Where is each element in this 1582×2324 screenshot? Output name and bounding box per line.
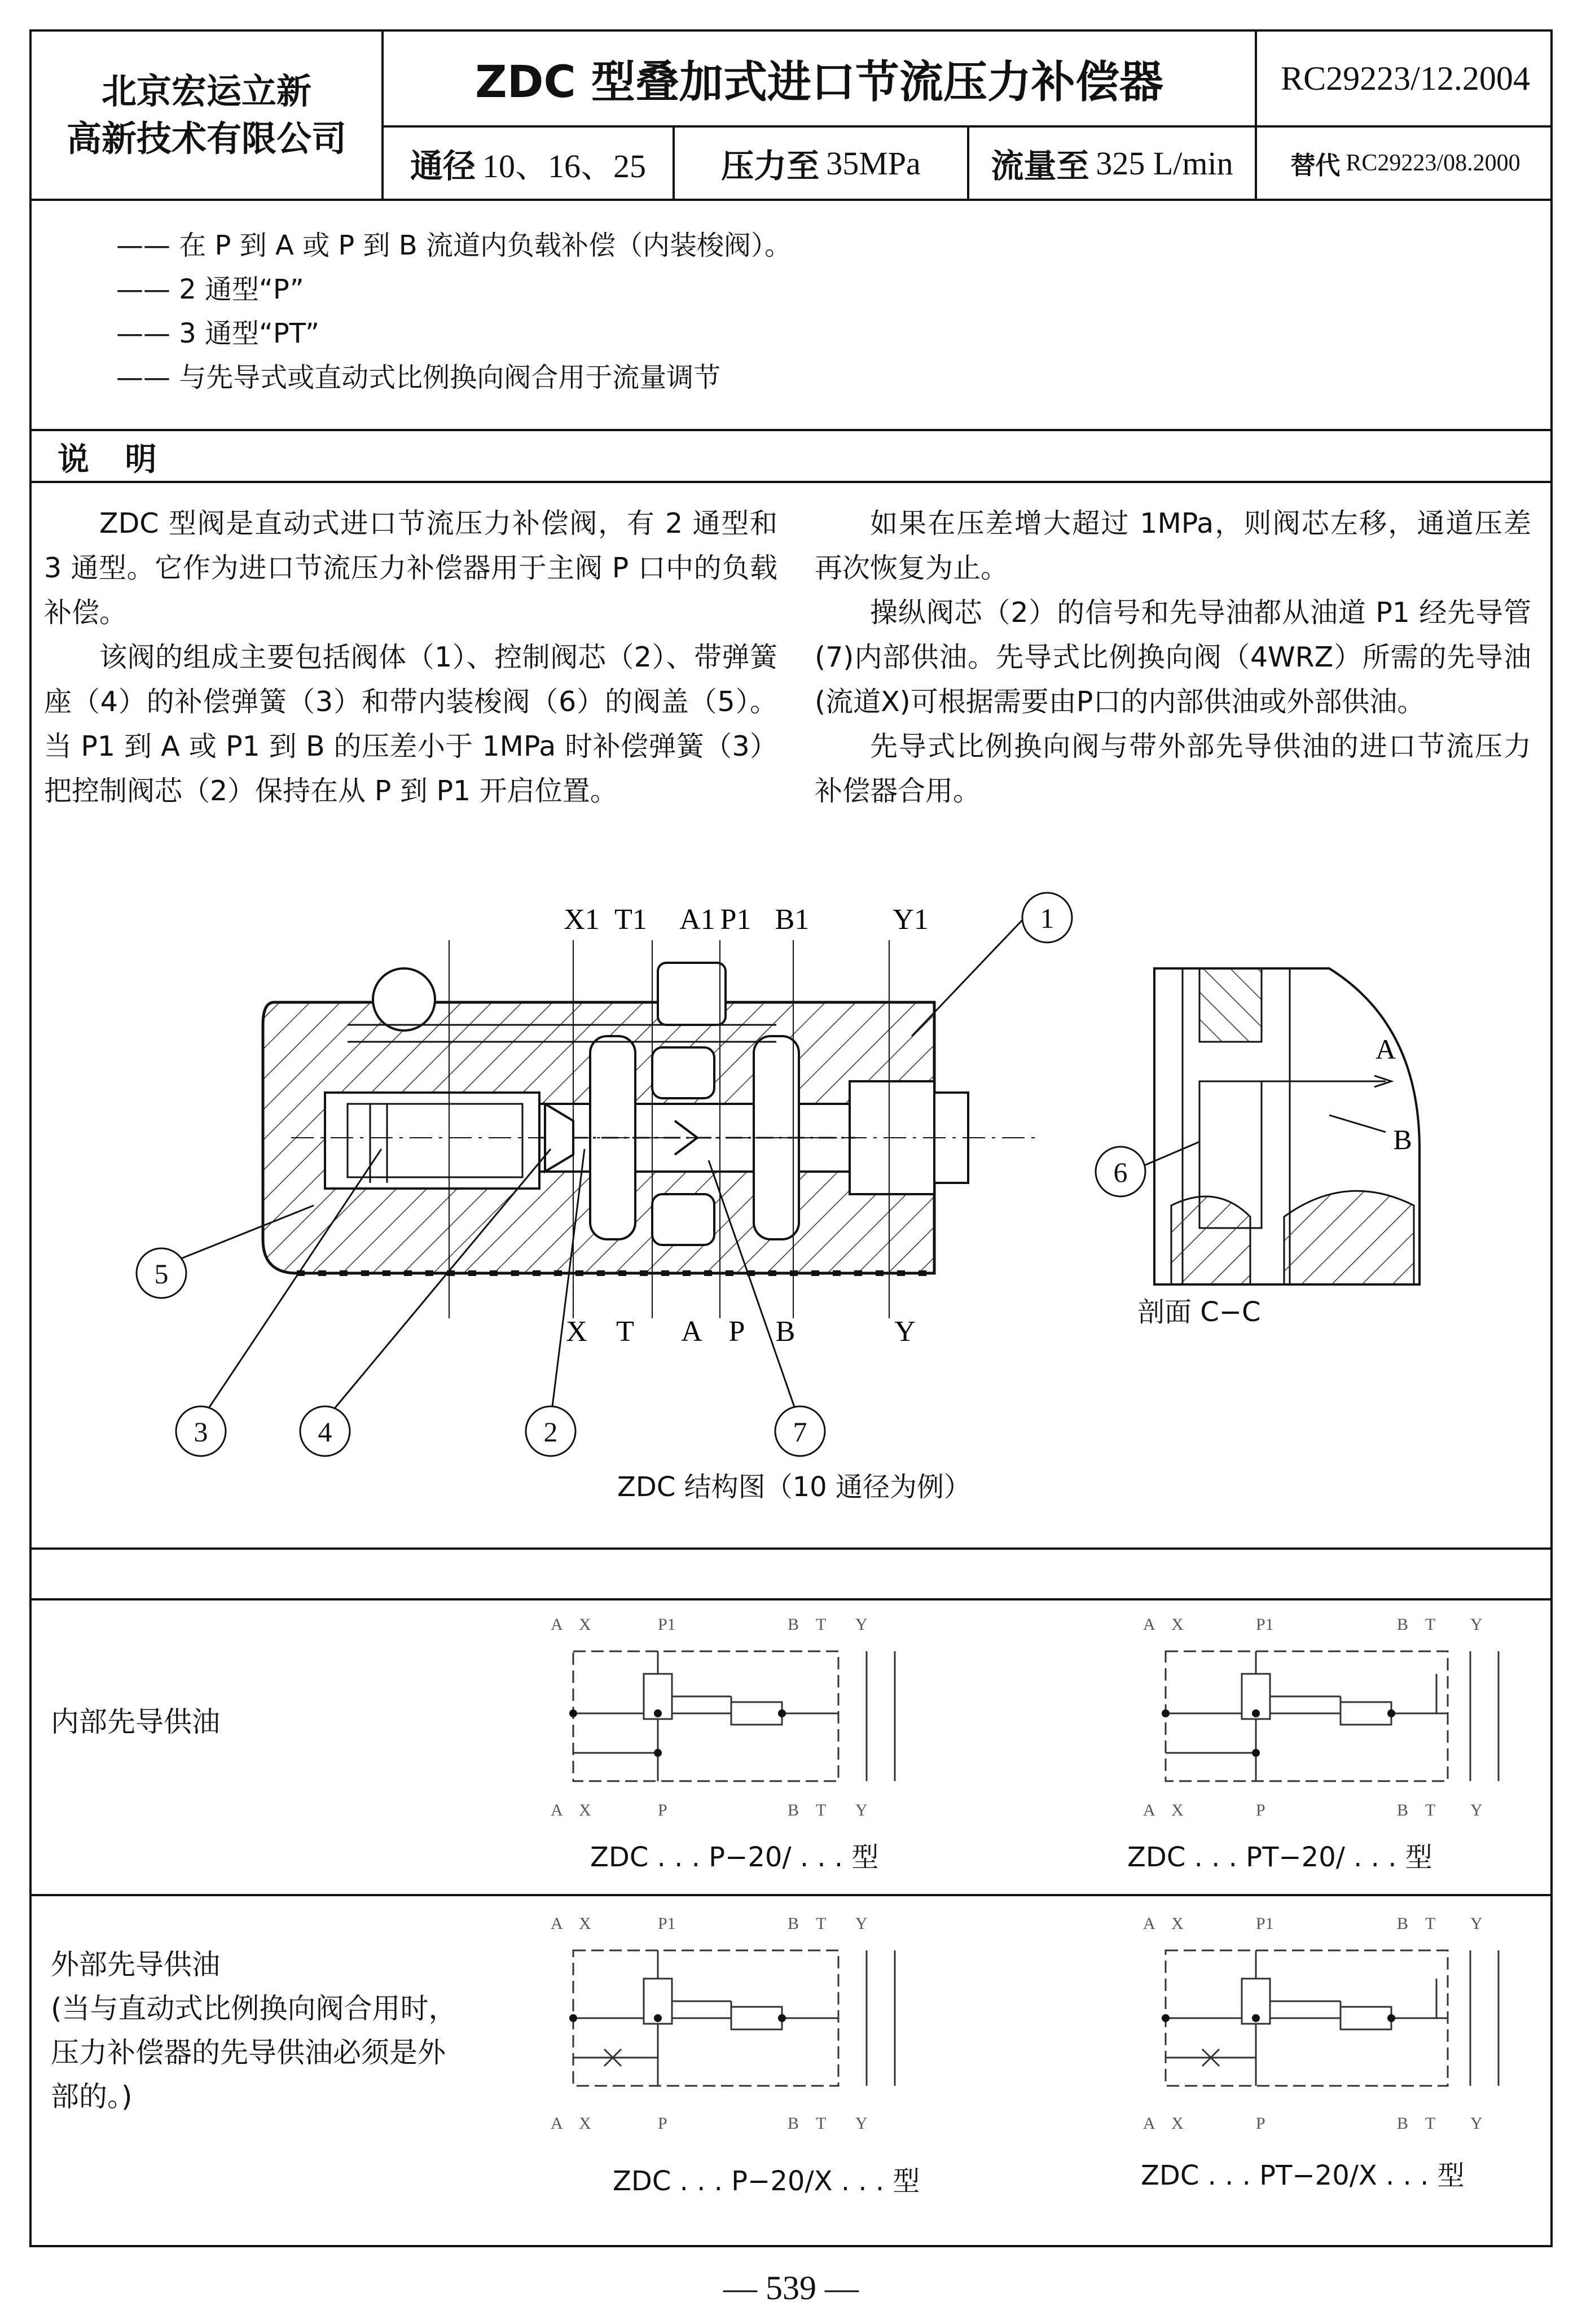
schematic-port-label: X — [1171, 2114, 1184, 2133]
port-label: X — [566, 1316, 587, 1348]
schematic-port-label: Y — [1470, 1615, 1483, 1634]
schematic-port-label: Y — [855, 2114, 868, 2133]
schematic-port-label: T — [1425, 1801, 1436, 1819]
schematic-port-label: T — [816, 1801, 827, 1819]
spec-diameter — [384, 128, 673, 199]
structure-drawing — [32, 856, 1550, 1516]
schematic-port-label: Y — [1470, 2114, 1483, 2133]
schematic-port-label: A — [551, 2114, 563, 2133]
schematic-port-label: B — [1397, 1801, 1409, 1819]
schematic-port-label: P — [658, 1801, 667, 1819]
schematic-port-label: P1 — [658, 1615, 676, 1634]
company-name — [32, 32, 381, 199]
company-line: 高新技术有限公司 — [66, 118, 346, 159]
external-pilot-label — [51, 1942, 457, 2119]
schematic-port-label: B — [1397, 1615, 1409, 1634]
paragraph: 该阀的组成主要包括阀体（1）、控制阀芯（2）、带弹簧座（4）的补偿弹簧（3）和带内装梭阀（6）的阀盖（5）。当 P1 到 A 或 P1 到 B 的压差小于 1MPa 时补偿弹簧（3）把控制阀芯（2）保持在从 P 到 P1 开启位置。 — [44, 641, 777, 807]
doc-number: RC29223/12.2004 — [1281, 59, 1530, 97]
label-line: (当与直动式比例换向阀合用时， — [51, 1992, 457, 2025]
callout-number: 3 — [194, 1416, 208, 1448]
schematic-port-label: X — [579, 1615, 591, 1634]
spec-value: 35MPa — [826, 144, 921, 182]
schematic-port-label: T — [1425, 1615, 1436, 1634]
schematic-port-label: Y — [855, 1615, 868, 1634]
section-heading: 说 明 — [58, 441, 169, 478]
schematic-port-label: Y — [855, 1801, 868, 1819]
page-frame — [29, 29, 1553, 2247]
port-label: P — [728, 1316, 745, 1348]
label-line: 压力补偿器的先导供油必须是外 — [51, 2036, 446, 2069]
company-line: 北京宏运立新 — [101, 71, 311, 112]
schematic-port-label: B — [788, 1914, 799, 1933]
schematic-port-label: T — [816, 2114, 827, 2133]
port-label: Y1 — [893, 904, 929, 936]
schematic-port-label: P — [658, 2114, 667, 2133]
paragraph: 如果在压差增大超过 1MPa，则阀芯左移，通道压差再次恢复为止。 — [815, 507, 1531, 584]
description-left — [44, 501, 777, 813]
section-rule — [32, 1598, 1550, 1601]
spec-value: 325 L/min — [1096, 144, 1233, 182]
schematic-port-label: P1 — [658, 1914, 676, 1933]
feature-list — [116, 223, 792, 400]
spec-value: 10、16、25 — [482, 148, 647, 185]
paragraph: ZDC 型阀是直动式进口节流压力补偿阀，有 2 通型和 3 通型。它作为进口节流压力补偿器用于主阀 P 口中的负载补偿。 — [44, 507, 777, 629]
schematic-port-label: T — [816, 1615, 827, 1634]
callout-number: 5 — [154, 1258, 169, 1290]
schematic-port-label: B — [1397, 1914, 1409, 1933]
callout-number: 4 — [318, 1416, 332, 1448]
schematic-pt-internal — [1132, 1612, 1538, 1826]
schematic-port-label: A — [551, 1801, 563, 1819]
spec-label: 压力至 — [721, 147, 820, 185]
section-rule — [32, 481, 1550, 483]
schematic-port-label: A — [1143, 1914, 1155, 1933]
schematic-p-external — [539, 1905, 934, 2142]
description-right — [815, 501, 1531, 813]
page-number: — 539 — — [723, 2269, 859, 2307]
schematic-caption: ZDC . . . PT−20/X . . . 型 — [1141, 2160, 1465, 2191]
port-label: P1 — [720, 904, 752, 936]
schematic-port-label: X — [1171, 1615, 1184, 1634]
port-label: A — [681, 1316, 702, 1348]
section-arrow-label: A — [1375, 1033, 1396, 1065]
feature-item: —— 2 通型“P” — [116, 274, 304, 305]
schematic-port-label: T — [1425, 1914, 1436, 1933]
schematic-port-label: A — [1143, 1801, 1155, 1819]
spec-label: 通径 — [410, 147, 476, 185]
port-label: X1 — [564, 904, 600, 936]
section-rule — [32, 1547, 1550, 1550]
schematic-port-label: T — [816, 1914, 827, 1933]
schematic-port-label: Y — [855, 1914, 868, 1933]
feature-item: —— 与先导式或直动式比例换向阀合用于流量调节 — [116, 362, 721, 393]
schematic-port-label: A — [1143, 2114, 1155, 2133]
schematic-port-label: X — [1171, 1914, 1184, 1933]
schematic-port-label: B — [788, 2114, 799, 2133]
port-label: T1 — [614, 904, 647, 936]
schematic-port-label: X — [579, 2114, 591, 2133]
port-label: T — [616, 1316, 634, 1348]
feature-item: —— 3 通型“PT” — [116, 318, 320, 349]
section-rule — [32, 429, 1550, 431]
schematic-port-label: A — [551, 1615, 563, 1634]
callout-number: 6 — [1113, 1156, 1128, 1188]
label-line: 部的。) — [51, 2080, 133, 2113]
schematic-port-label: X — [579, 1801, 591, 1819]
schematic-port-label: B — [1397, 2114, 1409, 2133]
schematic-caption: ZDC . . . P−20/X . . . 型 — [613, 2165, 920, 2197]
feature-item: —— 在 P 到 A 或 P 到 B 流道内负载补偿（内装梭阀）。 — [116, 230, 792, 261]
port-label: B — [775, 1316, 796, 1348]
label-line: 外部先导供油 — [51, 1948, 220, 1981]
schematic-caption: ZDC . . . P−20/ . . . 型 — [590, 1841, 879, 1873]
section-view — [1154, 968, 1420, 1284]
drawing-caption: ZDC 结构图（10 通径为例） — [617, 1471, 971, 1503]
replaces-doc — [1257, 128, 1554, 199]
schematic-port-label: X — [1171, 1801, 1184, 1819]
replace-value: RC29223/08.2000 — [1346, 150, 1521, 176]
callout-number: 2 — [543, 1416, 558, 1448]
callout-number: 7 — [793, 1416, 807, 1448]
spec-flow — [969, 128, 1255, 199]
schematic-caption: ZDC . . . PT−20/ . . . 型 — [1127, 1841, 1432, 1873]
schematic-port-label: Y — [1470, 1914, 1483, 1933]
internal-pilot-label: 内部先导供油 — [51, 1705, 220, 1738]
header-bottom-rule — [32, 199, 1550, 201]
callout-number: 1 — [1040, 902, 1054, 934]
replace-label: 替代 — [1290, 151, 1341, 180]
paragraph: 先导式比例换向阀与带外部先导供油的进口节流压力补偿器合用。 — [815, 730, 1531, 807]
paragraph: 操纵阀芯（2）的信号和先导油都从油道 P1 经先导管(7)内部供油。先导式比例换向阀（4WRZ）所需的先导油(流道X)可根据需要由P口的内部供油或外部供油。 — [815, 597, 1531, 718]
schematic-port-label: A — [551, 1914, 563, 1933]
valve-body — [263, 940, 1036, 1318]
schematic-pt-external — [1132, 1905, 1538, 2142]
schematic-port-label: P1 — [1256, 1615, 1274, 1634]
section-caption: 剖面 C−C — [1137, 1296, 1261, 1328]
spec-pressure — [675, 128, 967, 199]
schematic-port-label: P — [1256, 2114, 1265, 2133]
spec-label: 流量至 — [991, 147, 1089, 185]
section-rule — [32, 1894, 1550, 1896]
schematic-port-label: P — [1256, 1801, 1265, 1819]
schematic-port-label: B — [788, 1801, 799, 1819]
schematic-port-label: X — [579, 1914, 591, 1933]
schematic-port-label: B — [788, 1615, 799, 1634]
section-arrow-label: B — [1393, 1124, 1412, 1155]
schematic-port-label: T — [1425, 2114, 1436, 2133]
port-label: Y — [894, 1316, 916, 1348]
schematic-port-label: A — [1143, 1615, 1155, 1634]
schematic-port-label: Y — [1470, 1801, 1483, 1819]
schematic-port-label: P1 — [1256, 1914, 1274, 1933]
schematic-p-internal — [539, 1612, 934, 1826]
page-title: ZDC 型叠加式进口节流压力补偿器 — [475, 57, 1163, 108]
port-label: B1 — [775, 904, 810, 936]
port-label: A1 — [679, 904, 715, 936]
